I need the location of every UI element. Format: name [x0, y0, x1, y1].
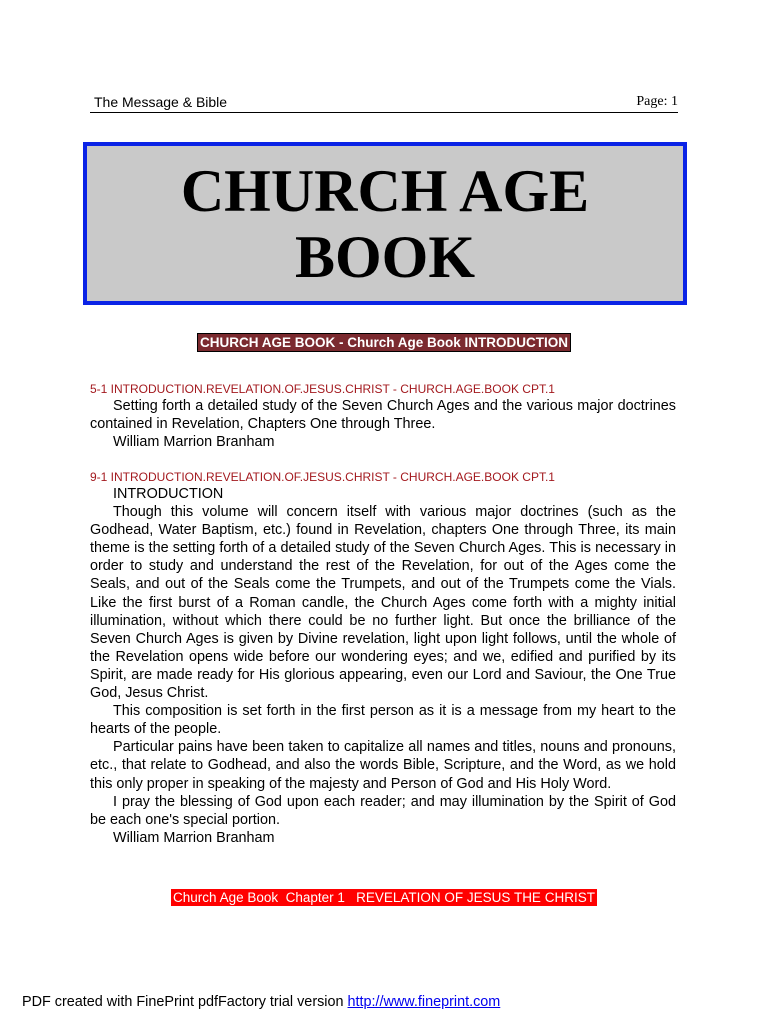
chapter-banner-text: Church Age Book Chapter 1 REVELATION OF JESUS THE CHRIST [173, 890, 595, 905]
page-header [90, 93, 678, 113]
reference-line: 5-1 INTRODUCTION.REVELATION.OF.JESUS.CHRIST - CHURCH.AGE.BOOK CPT.1 [90, 382, 555, 396]
excerpt-block-1 [90, 381, 676, 451]
book-title-box [83, 142, 687, 305]
paragraph: This composition is set forth in the first person as it is a message from my heart to the hearts of the people. [90, 703, 676, 738]
paragraph: I pray the blessing of God upon each reader; and may illumination by the Spirit of God be each one's special portion. [90, 793, 676, 828]
chapter-banner [0, 889, 768, 907]
footer-text: PDF created with FinePrint pdfFactory trial version [22, 994, 348, 1010]
header-title: The Message & Bible [94, 94, 228, 110]
section-banner [0, 334, 768, 352]
fineprint-link[interactable]: http://www.fineprint.com [347, 994, 501, 1010]
reference-line: 9-1 INTRODUCTION.REVELATION.OF.JESUS.CHRIST - CHURCH.AGE.BOOK CPT.1 [90, 470, 555, 484]
section-heading: INTRODUCTION [113, 486, 224, 502]
excerpt-block-2 [90, 469, 676, 847]
book-title-line1: CHURCH AGE [180, 157, 590, 224]
paragraph: Setting forth a detailed study of the Seven Church Ages and the various major doctrines contained in Revelation, Chapters One through Three. [90, 398, 676, 433]
author-signature: William Marrion Branham [113, 829, 275, 846]
pdf-footer [22, 994, 500, 1010]
author-signature: William Marrion Branham [113, 434, 275, 451]
paragraph: Particular pains have been taken to capitalize all names and titles, nouns and pronouns, etc., that relate to Godhead, and also the words Bible, Scripture, and the Word, as we hold this only proper in speaking of the majesty and Person of God and His Holy Word. [90, 739, 676, 792]
section-banner-text: CHURCH AGE BOOK - Church Age Book INTRODUCTION [197, 333, 571, 352]
paragraph: Though this volume will concern itself with various major doctrines (such as the Godhead, Water Baptism, etc.) found in Revelation, chapters One through Three, its main theme is the setting forth of a detailed study of the Seven Church Ages. This is necessary in order to study and understand the rest of the Revelation, for out of the Ages come the Seals, and out of the Seals come the Trumpets, and out of the Trumpets come the Vials. Like the first burst of a Roman candle, the Church Ages come forth with a mighty initial illumination, without which there could be no further light. But once the brilliance of the Seven Church Ages is given by Divine revelation, light upon light follows, until the whole of the Revelation opens wide before our wondering eyes; and we, edified and purified by its Spirit, are made ready for His glorious appearing, even our Lord and Saviour, the One True God, Jesus Christ. [90, 504, 676, 702]
page-number: Page: 1 [636, 94, 678, 109]
book-title-line2: BOOK [294, 223, 476, 290]
